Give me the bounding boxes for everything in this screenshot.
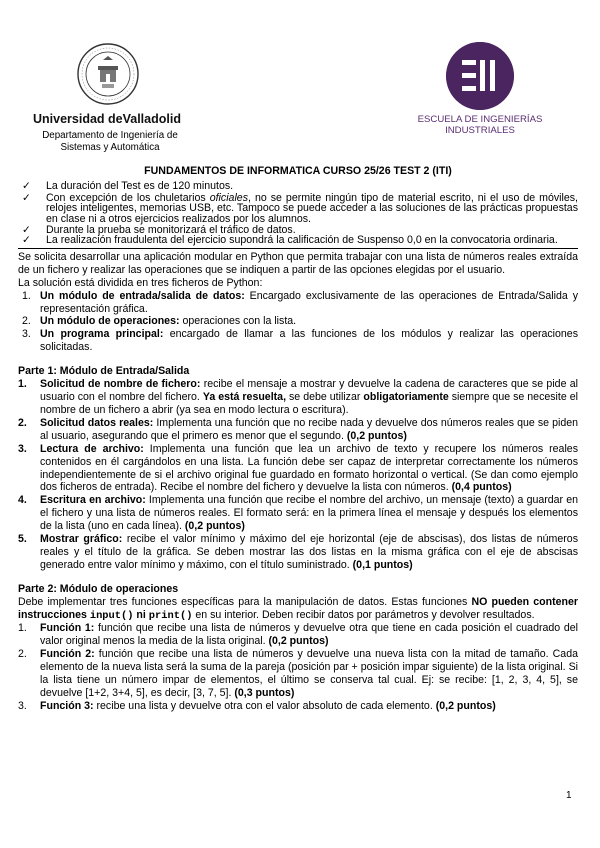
- divider: [18, 248, 578, 249]
- list-item: 2. Un módulo de operaciones: operaciones con la lista.: [22, 315, 297, 328]
- list-item: 2. Solicitud datos reales: Implementa una función que no recibe nada y devuelve dos números reales que se piden al usuario, asegurando que el primero es menor que el segundo. (0,2 puntos): [18, 416, 578, 442]
- rule-item: ✓ La realización fraudulenta del ejercicio supondrá la calificación de Suspenso 0,0 en la convocatoria ordinaria.: [22, 234, 558, 247]
- rule-item: ✓ Con excepción de los chuletarios oficiales, no se permite ningún tipo de material escrito, ni el uso de móviles, relojes inteligentes, memorias USB, etc. Tampoco se puede acceder a las soluciones de las prácticas propuestas en clase ni a otros ejercicios realizados por los alumnos.: [22, 191, 578, 226]
- page-header: [0, 0, 600, 160]
- list-item: 1. Función 1: función que recibe una lista de números y devuelve otra que tiene en cada posición el cuadrado del valor original menos la media de la lista original. (0,2 puntos): [18, 622, 579, 648]
- rule-item: ✓ Durante la prueba se monitorizará el tráfico de datos.: [22, 223, 296, 236]
- list-item: 2. Función 2: función que recibe una lista de números y devuelve una nueva lista con la mitad de tamaño. Cada elemento de la nueva lista será la suma de la pareja (posición par + posición impar siguiente) de la lista original. Si la lista tiene un número impar de elementos, el último se conserva tal cual. Ej: se recibe: [1, 2, 3, 4, 5], se devuelve [1+2, 3+4, 5], es decir, [3, 7, 5]. (0,3 puntos): [18, 648, 578, 700]
- check-icon: ✓: [22, 191, 31, 204]
- file-list: [18, 290, 578, 355]
- check-icon: ✓: [22, 234, 31, 247]
- list-item: 3. Un programa principal: encargado de llamar a las funciones de los módulos y realizar las operaciones solicitadas.: [22, 328, 578, 354]
- part2-list: [18, 622, 578, 712]
- school-name: ESCUELA DE INGENIERÍAS INDUSTRIALES: [417, 114, 543, 137]
- rule-item: ✓ La duración del Test es de 120 minutos.: [22, 179, 234, 192]
- exam-rules: [18, 180, 578, 246]
- list-item: 1. Solicitud de nombre de fichero: recibe el mensaje a mostrar y devuelve la cadena de caracteres que se pide al usuario con el nombre del fichero. Ya está resuelta, se debe utilizar obligatoriamente siempre que se necesite el nombre de un fichero a abrir (ya sea en modo lectura o escritura).: [18, 378, 579, 416]
- part2-intro: Debe implementar tres funciones específicas para la manipulación de datos. Estas funciones NO pueden contener instrucciones input() ni print() en su interior. Deben recibir datos por parámetros y devolver resultados.: [18, 595, 578, 622]
- list-item: 3. Función 3: recibe una lista y devuelve otra con el valor absoluto de cada elemento. (0,2 puntos): [18, 700, 496, 712]
- list-item: 3. Lectura de archivo: Implementa una función que lea un archivo de texto y recupere los números reales contenidos en él cargándolos en una lista. La función debe ser capaz de interpretar correctamente los números independientemente de si el archivo original fue guardado en formato horizontal o vertical. (Se dan como ejemplo dos ficheros de entrada). Recibe el nombre del fichero y devuelve la lista con números. (0,4 puntos): [18, 442, 578, 494]
- check-icon: ✓: [22, 223, 31, 236]
- document-body: [18, 165, 578, 713]
- list-item: 4. Escritura en archivo: Implementa una función que recibe el nombre del archivo, un mensaje (texto) a guardar en el fichero y una lista de números reales. El formato será: en la primera línea el mensaje y después los elementos de la lista (uno en cada línea). (0,2 puntos): [18, 494, 578, 533]
- page-number: 1: [566, 790, 572, 801]
- check-icon: ✓: [22, 179, 31, 192]
- list-item: 5. Mostrar gráfico: recibe el valor mínimo y máximo del eje horizontal (eje de abscisas), dos listas de números reales y el título de la gráfica. Se deben mostrar las dos listas en la misma gráfica con el eje de abscisas generado entre valor mínimo y máximo, con el título suministrado. (0,1 puntos): [18, 533, 578, 572]
- list-item: 1. Un módulo de entrada/salida de datos: Encargado exclusivamente de las operaciones de Entrada/Salida y representación gráfica.: [22, 289, 578, 315]
- eii-logo-icon: [446, 42, 514, 110]
- department-name: Departamento de Ingeniería de Sistemas y Automática: [42, 130, 178, 154]
- page-title: FUNDAMENTOS DE INFORMATICA CURSO 25/26 TEST 2 (ITI): [144, 165, 452, 177]
- part1-list: [18, 378, 578, 572]
- university-seal-icon: [76, 42, 140, 106]
- part1-heading: Parte 1: Módulo de Entrada/Salida: [18, 365, 190, 378]
- solution-intro: La solución está dividida en tres ficheros de Python:: [18, 276, 263, 289]
- university-name: Universidad deValladolid: [33, 112, 181, 126]
- part2-heading: Parte 2: Módulo de operaciones: [18, 582, 179, 595]
- intro-paragraph: Se solicita desarrollar una aplicación modular en Python que permita trabajar con una lista de números reales extraída de un fichero y realizar las operaciones que se indiquen a partir de las opciones elegidas por el usuario.: [18, 250, 578, 276]
